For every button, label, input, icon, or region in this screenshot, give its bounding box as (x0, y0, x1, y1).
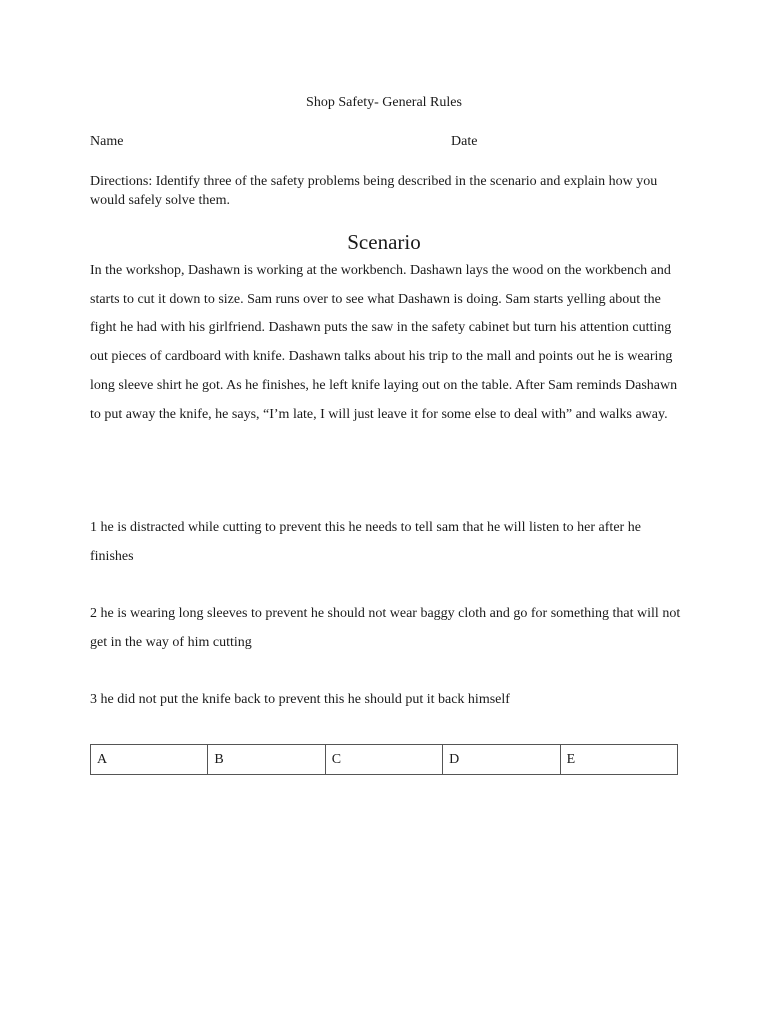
choices-row (91, 745, 678, 775)
choices-table (90, 744, 678, 775)
choice-cell-a: A (91, 745, 208, 775)
page-title: Shop Safety- General Rules (306, 95, 462, 110)
date-label: Date (451, 134, 478, 149)
answer-1: 1 he is distracted while cutting to prevent this he needs to tell sam that he will listen to her after he finishes (90, 520, 641, 564)
answer-3: 3 he did not put the knife back to prevent this he should put it back himself (90, 692, 510, 707)
choice-cell-c: C (325, 745, 442, 775)
directions-text: Directions: Identify three of the safety problems being described in the scenario and explain how you would safely solve them. (90, 174, 658, 208)
choice-cell-b: B (208, 745, 325, 775)
answer-2: 2 he is wearing long sleeves to prevent he should not wear baggy cloth and go for something that will not get in the way of him cutting (90, 606, 681, 650)
scenario-heading: Scenario (347, 230, 421, 254)
choice-cell-d: D (443, 745, 560, 775)
scenario-text: In the workshop, Dashawn is working at the workbench. Dashawn lays the wood on the workbench and starts to cut it down to size. Sam runs over to see what Dashawn is doing. Sam starts yelling about the fight he had with his girlfriend. Dashawn puts the saw in the safety cabinet but turn his attention cutting out pieces of cardboard with knife. Dashawn talks about his trip to the mall and points out he is wearing long sleeve shirt he got. As he finishes, he left knife laying out on the table. After Sam reminds Dashawn to put away the knife, he says, “I’m late, I will just leave it for some else to deal with” and walks away. (90, 263, 678, 422)
name-label: Name (90, 134, 124, 149)
choice-cell-e: E (560, 745, 677, 775)
